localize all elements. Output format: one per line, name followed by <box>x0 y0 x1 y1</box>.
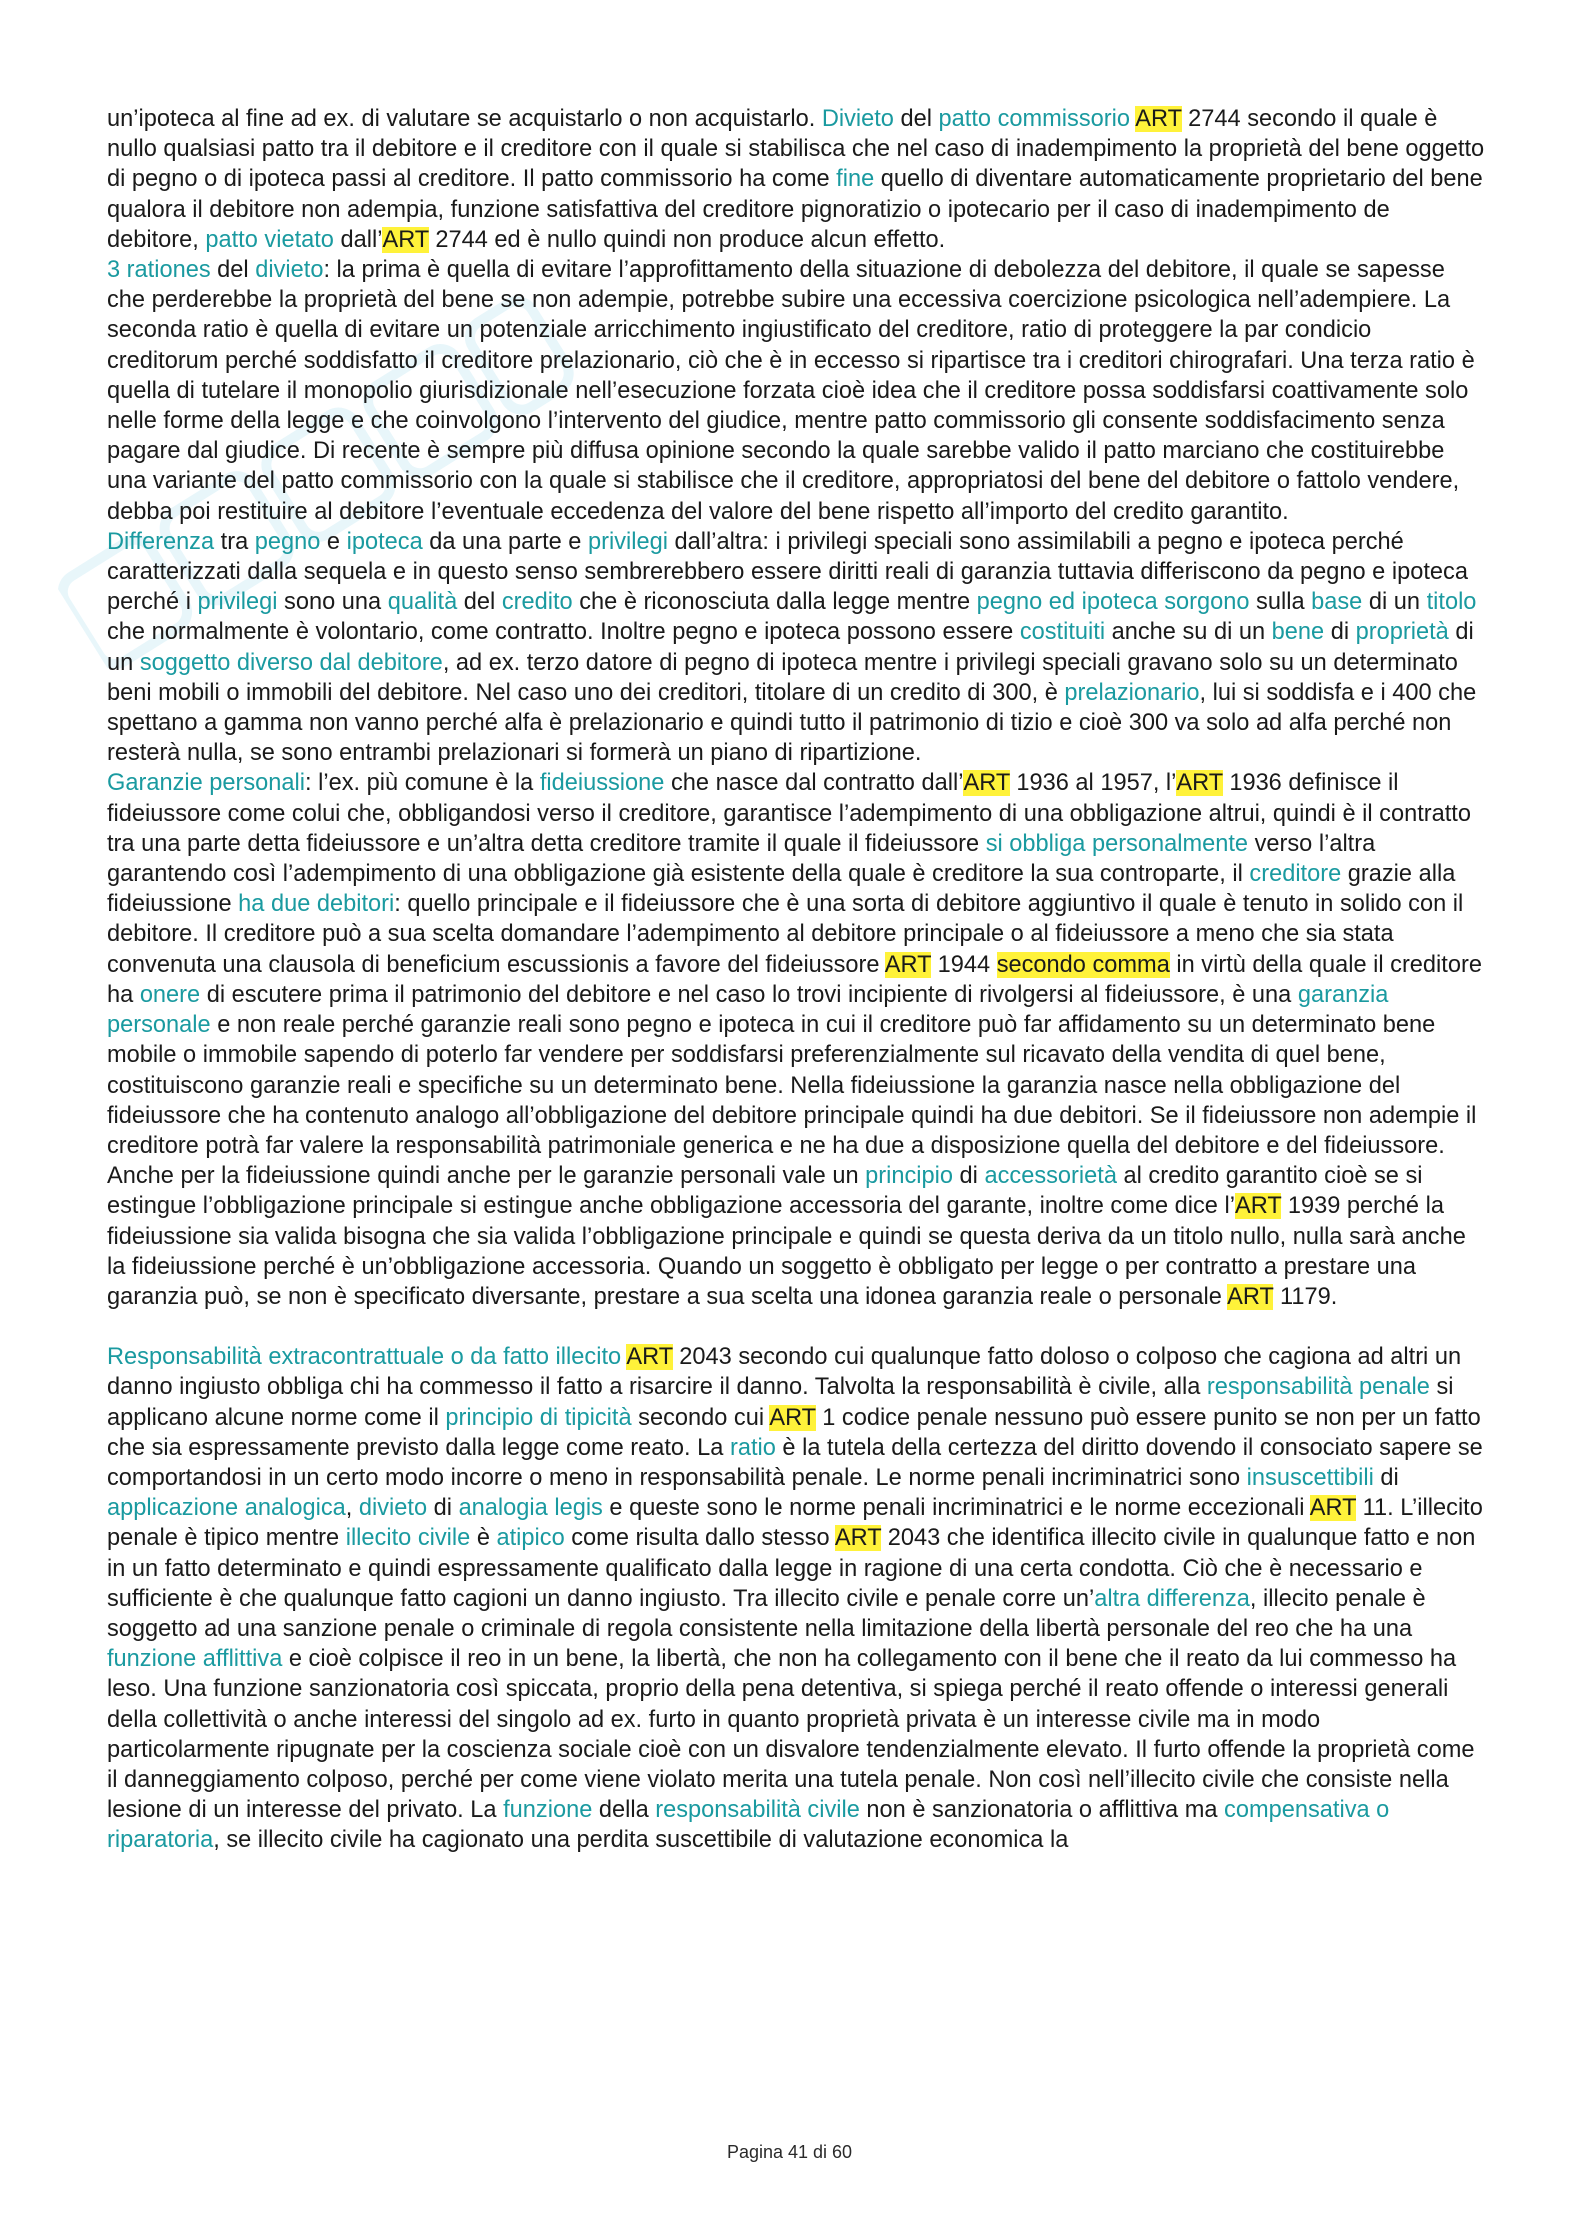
text-run: 2744 secondo il quale è nullo qualsiasi patto tra il debitore e il creditore con il quale si stabilisca che nel caso di inadempimento la proprietà del bene oggetto di pegno o di ipoteca passi al creditore. Il patto commissorio ha come <box>107 106 1485 193</box>
highlighted-reference: ART <box>834 1525 882 1552</box>
key-term: principio <box>865 1163 953 1190</box>
key-term: accessorietà <box>984 1163 1117 1190</box>
key-term: Garanzie personali <box>107 770 306 797</box>
text-run: dall’ <box>333 226 383 253</box>
text-run: 2043 che identifica illecito civile in qualunque fatto e non in un fatto determinato e quindi espressamente qualificato dalla legge in ragione di una certa condotta. Ciò che è necessario e sufficiente è che qualunque fatto cagioni un danno ingiusto. Tra illecito civile e penale corre un’ <box>107 1525 1476 1612</box>
highlighted-reference: ART <box>1135 106 1182 132</box>
highlighted-reference: ART <box>626 1344 673 1371</box>
key-term: insuscettibili <box>1246 1464 1374 1491</box>
key-term: prelazionario <box>1064 679 1200 706</box>
key-term: fine <box>836 166 875 193</box>
text-run: e <box>320 528 347 555</box>
text-run: 1179. <box>1273 1283 1338 1310</box>
text-run: sulla <box>1249 589 1312 616</box>
text-run: , se illecito civile ha cagionato una perdita suscettibile di valutazione economica la <box>213 1827 1069 1854</box>
key-term: Divieto <box>821 106 894 132</box>
key-term: Responsabilità extracontrattuale o da fatto illecito <box>107 1344 622 1371</box>
key-term: base <box>1311 589 1363 616</box>
key-term: bene <box>1271 619 1325 646</box>
text-run: del <box>457 589 502 616</box>
key-term: patto commissorio <box>938 106 1130 132</box>
highlighted-reference: ART <box>1309 1495 1357 1522</box>
text-run: di <box>1324 619 1356 646</box>
key-term: atipico <box>496 1525 565 1552</box>
key-term: pegno ed ipoteca sorgono <box>976 589 1250 616</box>
key-term: patto vietato <box>205 226 334 253</box>
key-term: privilegi <box>197 589 278 616</box>
key-term: responsabilità penale <box>1206 1374 1430 1401</box>
key-term: ratio <box>729 1434 776 1461</box>
key-term: 3 rationes <box>107 257 211 284</box>
key-term: qualità <box>387 589 458 616</box>
text-run: : quello principale e il fideiussore che è una sorta di debitore aggiuntivo il quale è tenuto in solido con il debitore. Il creditore può a sua scelta domandare l’adempimento al debitore principale o al fideiussore a meno che sia stata convenuta una clausola di beneficium escussionis a favore del fideiussore <box>107 891 1464 978</box>
text-run: della <box>592 1797 656 1824</box>
text-run: 2043 secondo cui qualunque fatto doloso o colposo che cagiona ad altri un danno ingiusto obbliga chi ha commesso il fatto a risarcire il danno. Talvolta la responsabilità è civile, alla <box>107 1344 1462 1401</box>
key-term: costituiti <box>1019 619 1106 646</box>
key-term: titolo <box>1426 589 1477 616</box>
paragraph <box>107 1342 1487 1855</box>
text-run: di <box>953 1163 985 1190</box>
key-term: altra differenza <box>1094 1585 1250 1612</box>
text-run: un’ipoteca al fine ad ex. di valutare se acquistarlo o non acquistarlo. <box>107 106 822 132</box>
text-run: al credito garantito cioè se si estingue l’obbligazione principale si estingue anche obbligazione accessoria del garante, inoltre come dice l’ <box>107 1163 1423 1220</box>
text-run: anche su di un <box>1105 619 1272 646</box>
text-run: del <box>210 257 256 284</box>
key-term: divieto <box>358 1495 428 1522</box>
text-run: come risulta dallo stesso <box>564 1525 835 1552</box>
text-run: che è riconosciuta dalla legge mentre <box>572 589 977 616</box>
highlighted-reference: secondo comma <box>996 951 1170 978</box>
text-run: di un <box>1362 589 1427 616</box>
text-run: del <box>893 106 939 132</box>
key-term: funzione <box>503 1797 593 1824</box>
text-run: di escutere prima il patrimonio del debitore e nel caso lo trovi incipiente di rivolgersi al fideiussore, è una <box>200 981 1298 1008</box>
highlighted-reference: ART <box>769 1404 816 1431</box>
text-run: 1936 definisce il fideiussore come colui che, obbligandosi verso il creditore, garantisce l’adempimento di una obbligazione altrui, quindi è il contratto tra una parte detta fideiussore e un’altra detta creditore tramite il quale il fideiussore <box>107 770 1471 857</box>
text-run: 11. L’illecito penale è tipico mentre <box>107 1495 1483 1552</box>
highlighted-reference: ART <box>963 770 1010 797</box>
text-run: di <box>1373 1464 1399 1491</box>
text-run: , illecito penale è soggetto ad una sanzione penale o criminale di regola consistente nella limitazione della libertà personale del reo che ha una <box>107 1585 1426 1642</box>
key-term: creditore <box>1249 861 1342 888</box>
key-term: proprietà <box>1355 619 1449 646</box>
text-run: e queste sono le norme penali incriminatrici e le norme eccezionali <box>602 1495 1310 1522</box>
text-run: tra <box>214 528 255 555</box>
key-term: illecito civile <box>345 1525 471 1552</box>
text-run: grazie alla fideiussione <box>107 861 1456 918</box>
key-term: pegno <box>254 528 321 555</box>
text-run: : la prima è quella di evitare l’approfittamento della situazione di debolezza del debitore, il quale se sapesse che perderebbe la proprietà del bene se non adempie, potrebbe subire una eccessiva coercizione psicologica nell’adempiere. La seconda ratio è quella di evitare un potenziale arricchimento ingiustificato del creditore, ratio di proteggere la par condicio creditorum perché soddisfatto il creditore prelazionario, ciò che è in eccesso si ripartisce tra i creditori chirografari. Una terza ratio è quella di tutelare il monopolio giurisdizionale nell’esecuzione forzata cioè idea che il creditore possa soddisfarsi coattivamente solo nelle forme della legge e che coinvolgono l’intervento del giudice, mentre patto commissorio gli consente soddisfacimento senza pagare dal giudice. Di recente è sempre più diffusa opinione secondo la quale sarebbe valido il patto marciano che costituirebbe una variante del patto commissorio con la quale si stabilisce che il creditore, appropriatosi del bene del debitore o fattolo vendere, debba poi restituire al debitore l’eventuale eccedenza del valore del bene rispetto all’importo del credito garantito. <box>107 257 1475 525</box>
text-run: è la tutela della certezza del diritto dovendo il consociato sapere se comportandosi in un certo modo incorre o meno in responsabilità penale. Le norme penali incriminatrici sono <box>107 1434 1483 1491</box>
key-term: applicazione analogica <box>107 1495 346 1522</box>
text-run: 1936 al 1957, l’ <box>1009 770 1177 797</box>
document-body <box>107 104 1487 1856</box>
highlighted-reference: ART <box>884 951 932 978</box>
text-run: , ad ex. terzo datore di pegno di ipoteca mentre i privilegi speciali gravano solo su un determinato beni mobili o immobili del debitore. Nel caso uno dei creditori, titolare di un credito di 300, è <box>107 649 1458 706</box>
text-run: sono una <box>277 589 388 616</box>
text-run: di un <box>107 619 1474 676</box>
page-number: Pagina 41 di 60 <box>726 2142 853 2162</box>
text-run: di <box>427 1495 459 1522</box>
text-run: 1944 <box>931 951 997 978</box>
key-term: ipoteca <box>346 528 423 555</box>
key-term: Differenza <box>107 528 215 555</box>
text-run: e cioè colpisce il reo in un bene, la libertà, che non ha collegamento con il bene che il reato da lui commesso ha leso. Una funzione sanzionatoria così spiccata, proprio della pena detentiva, si spiega perché il reato offende o interessi generali della collettività o anche interessi del singolo ad ex. furto in quanto proprietà privata è un interesse civile ma in modo particolarmente ripugnate per la coscienza sociale cioè con un disvalore tendenzialmente elevato. Il furto offende la proprietà come il danneggiamento colposo, perché per come viene violato merita una tutela penale. Non così nell’illecito civile che consiste nella lesione di un interesse del privato. La <box>107 1646 1475 1824</box>
text-run: : l’ex. più comune è la <box>305 770 540 797</box>
key-term: garanzia personale <box>107 981 1389 1039</box>
paragraph <box>107 768 1487 1312</box>
text-run: , <box>345 1495 359 1522</box>
text-run: dall’altra: i privilegi speciali sono assimilabili a pegno e ipoteca perché caratterizzati dalla sequela e in questo senso sembrerebbero essere diritti reali di garanzia tuttavia differiscono da pegno e ipoteca perché i <box>107 528 1468 616</box>
text-run: che nasce dal contratto dall’ <box>664 770 964 797</box>
key-term: onere <box>139 981 201 1008</box>
key-term: si obbliga personalmente <box>985 830 1249 857</box>
text-run: è <box>470 1525 497 1552</box>
key-term: soggetto diverso dal debitore <box>139 649 443 676</box>
key-term: responsabilità civile <box>655 1797 860 1824</box>
highlighted-reference: ART <box>1227 1283 1274 1310</box>
text-run: secondo cui <box>631 1404 770 1431</box>
text-run: che normalmente è volontario, come contratto. Inoltre pegno e ipoteca possono essere <box>107 619 1020 646</box>
highlighted-reference: ART <box>1234 1193 1282 1220</box>
text-run: 2744 ed è nullo quindi non produce alcun effetto. <box>428 226 946 253</box>
text-run: , lui si soddisfa e i 400 che spettano a gamma non vanno perché alfa è prelazionario e quindi tutto il patrimonio di tizio e cioè 300 va solo ad alfa perché non resterà nulla, se sono entrambi prelazionari si formerà un piano di ripartizione. <box>107 679 1477 767</box>
key-term: fideiussione <box>539 770 665 797</box>
key-term: credito <box>501 589 573 616</box>
text-run: 1939 perché la fideiussione sia valida bisogna che sia valida l’obbligazione principale e quindi se questa deriva da un titolo nullo, nulla sarà anche la fideiussione perché è un’obbligazione accessoria. Quando un soggetto è obbligato per legge o per contratto a prestare una garanzia può, se non è specificato diversante, prestare a sua scelta una idonea garanzia reale o personale <box>107 1193 1466 1310</box>
key-term: compensativa o riparatoria <box>107 1797 1390 1854</box>
paragraph <box>107 104 1487 255</box>
highlighted-reference: ART <box>382 226 429 253</box>
key-term: divieto <box>255 257 324 284</box>
key-term: privilegi <box>588 528 668 555</box>
text-run: 1 codice penale nessuno può essere punito se non per un fatto che sia espressamente previsto dalla legge come reato. La <box>107 1404 1481 1461</box>
key-term: principio di tipicità <box>445 1404 632 1431</box>
text-run: da una parte e <box>422 528 588 555</box>
highlighted-reference: ART <box>1176 770 1223 797</box>
text-run: si applicano alcune norme come il <box>107 1374 1454 1431</box>
text-run: in virtù della quale il creditore ha <box>107 951 1482 1008</box>
text-run: non è sanzionatoria o afflittiva ma <box>859 1797 1225 1824</box>
paragraph <box>107 255 1487 527</box>
text-run: e non reale perché garanzie reali sono pegno e ipoteca in cui il creditore può far affidamento su un determinato bene mobile o immobile sapendo di poterlo far vendere per soddisfarsi preferenzialmente sul ricavato della vendita di quel bene, costituiscono garanzie reali e specifiche su un determinato bene. Nella fideiussione la garanzia nasce nella obbligazione del fideiussore che ha contenuto analogo all’obbligazione del debitore principale quindi ha due debitori. Se il fideiussore non adempie il creditore potrà far valere la responsabilità patrimoniale generica e ne ha due a disposizione quella del debitore e del fideiussore. Anche per la fideiussione quindi anche per le garanzie personali vale un <box>107 1012 1477 1190</box>
text-run: quello di diventare automaticamente proprietario del bene qualora il debitore non adempia, funzione satisfattiva del creditore pignoratizio o ipotecario per il caso di inadempimento de debitore, <box>107 166 1483 253</box>
key-term: ha due debitori <box>238 891 395 918</box>
text-run: verso l’altra garantendo così l’adempimento di una obbligazione già esistente della quale è creditore la sua controparte, il <box>107 830 1376 888</box>
paragraph <box>107 527 1487 769</box>
key-term: analogia legis <box>458 1495 603 1522</box>
key-term: funzione afflittiva <box>107 1646 283 1673</box>
